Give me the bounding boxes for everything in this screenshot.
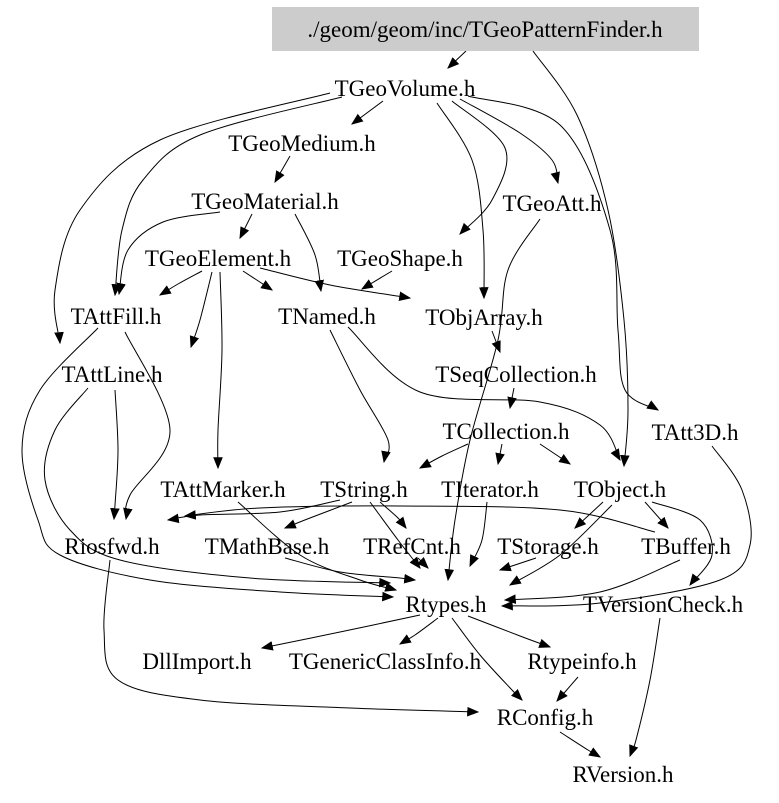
edge-TAtt3D-to-Rtypes [502,446,751,606]
edge-RConfig-to-RVersion [560,732,600,757]
nodes-layer [62,7,744,787]
edge-finder-to-TGeoVolume [448,51,466,68]
edge-TCollection-to-TObject [540,444,570,464]
graph-node-tatt3d[interactable]: TAtt3D.h [651,420,739,446]
edge-TCollection-to-TIterator [498,444,502,464]
edge-TGeoElement-to-TAttMarker [218,272,222,468]
edge-Rtypes-to-Rtypeinfo [468,616,550,647]
graph-node-finder: ./geom/geom/inc/TGeoPatternFinder.h [307,17,663,43]
edge-TNamed-to-TString [330,330,389,462]
edge-Rtypes-to-TGenericClassInfo [400,618,438,644]
graph-node-tgeovolume[interactable]: TGeoVolume.h [334,76,476,102]
edge-TGeoShape-to-TNamed [362,271,392,289]
graph-node-trefcnt[interactable]: TRefCnt.h [363,534,461,560]
graph-node-tobjarray[interactable]: TObjArray.h [425,305,543,331]
edge-TStorage-to-Rtypes [500,558,536,570]
edge-TAttLine-to-Riosfwd [114,390,118,519]
graph-node-titerator[interactable]: TIterator.h [441,477,539,503]
graph-node-tstorage[interactable]: TStorage.h [497,534,599,560]
graph-node-tgenericclassinfo[interactable]: TGenericClassInfo.h [288,649,482,675]
edge-TObject-to-TStorage [575,502,603,528]
graph-node-tattmarker[interactable]: TAttMarker.h [160,477,286,503]
graph-node-riosfwd[interactable]: Riosfwd.h [64,534,160,560]
edge-TGeoMaterial-to-TNamed [295,214,321,291]
graph-node-tgeoatt[interactable]: TGeoAtt.h [502,191,602,217]
graph-node-rtypeinfo[interactable]: Rtypeinfo.h [527,649,637,675]
graph-node-tgeomedium[interactable]: TGeoMedium.h [228,131,376,157]
graph-node-tgeomaterial[interactable]: TGeoMaterial.h [191,189,339,215]
graph-node-rtypes[interactable]: Rtypes.h [405,592,487,618]
edge-TGeoElement-to-TAttLine [191,272,212,347]
edge-TGeoMedium-to-TGeoMaterial [275,156,290,182]
graph-node-tmathbase[interactable]: TMathBase.h [204,534,330,560]
edge-TGeoElement-to-TObjArray [260,268,410,298]
graph-node-tnamed[interactable]: TNamed.h [278,304,376,330]
graph-node-tstring[interactable]: TString.h [320,477,408,503]
edge-TVersionCheck-to-RVersion [630,618,660,756]
graph-node-tbuffer[interactable]: TBuffer.h [641,534,731,560]
edge-TGeoMaterial-to-TGeoElement [240,214,252,238]
edge-TGeoVolume-to-TGeoMedium [352,101,383,124]
edge-Rtypes-to-DllImport [262,615,420,648]
graph-node-tattline[interactable]: TAttLine.h [61,362,163,388]
graph-node-dllimport[interactable]: DllImport.h [142,649,252,675]
graph-node-tgeoshape[interactable]: TGeoShape.h [337,246,463,272]
graph-node-rversion[interactable]: RVersion.h [572,762,674,788]
graph-node-tversioncheck[interactable]: TVersionCheck.h [582,592,744,618]
edge-TGeoElement-to-TNamed [243,271,272,290]
edge-Rtypeinfo-to-RConfig [557,677,578,701]
edge-TRefCnt-to-Rtypes [418,558,428,568]
edge-TCollection-to-TString [420,444,468,468]
edge-Riosfwd-to-RConfig [104,560,478,712]
graph-node-tcollection[interactable]: TCollection.h [442,419,570,445]
edge-TIterator-to-Rtypes [470,502,487,566]
edge-TGeoElement-to-TAttFill [160,271,202,295]
edge-TSeqCollection-to-TCollection [510,388,514,408]
graph-node-tseqcollection[interactable]: TSeqCollection.h [435,362,597,388]
graph-node-tgeoelement[interactable]: TGeoElement.h [144,246,292,272]
graph-node-rconfig[interactable]: RConfig.h [496,705,594,731]
graph-node-tattfill[interactable]: TAttFill.h [70,304,162,330]
graph-node-tobject[interactable]: TObject.h [573,477,667,503]
edge-TGeoVolume-to-TGeoShape [452,101,507,234]
